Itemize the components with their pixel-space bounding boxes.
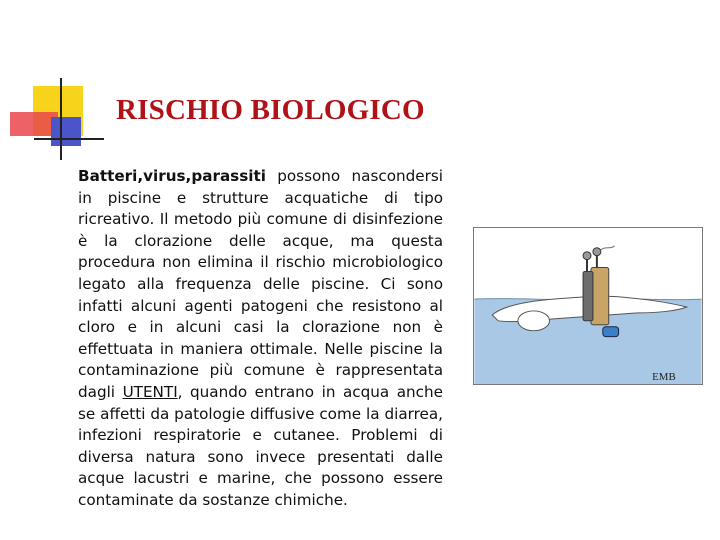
deco-blue-square [51, 117, 81, 146]
tank-gray [583, 271, 593, 320]
swimmer-illustration [473, 227, 703, 385]
utenti-underlined: UTENTI [122, 382, 178, 401]
valve-2 [593, 248, 601, 256]
valve-1 [583, 252, 591, 260]
signature-text: EMB [652, 371, 676, 384]
body-text-part-1: possono nascondersi in piscine e strutture acquatiche di tipo ricreativo. Il metodo più comune di disinfezione è la clorazione delle acque, ma questa procedura non elimina il rischio microbiologico legato alla frequenza delle piscine. Ci sono infatti alcuni agenti patogeni che resistono al cloro e in alcuni casi la clorazione non è effettuata in maniera ottimale. Nelle piscine la contaminazione più comune è rappresentata dagli [78, 167, 443, 401]
deco-horizontal-line [34, 138, 104, 140]
lead-bold-text: Batteri,virus,parassiti [78, 167, 266, 185]
vapor [601, 246, 615, 250]
bottle [603, 327, 619, 337]
body-paragraph [78, 166, 443, 512]
swimmer-drawing [474, 228, 702, 384]
tank-yellow [591, 267, 609, 324]
slide-title: RISCHIO BIOLOGICO [116, 94, 425, 126]
body-text-part-2: , quando entrano in acqua anche se affetti da patologie diffusive come la diarrea, infezioni respiratorie e cutanee. Problemi di diversa natura sono invece presentati dalle acque lacustri e marine, che possono essere contaminate da sostanze chimiche. [78, 382, 443, 509]
swimmer-head [518, 311, 550, 331]
deco-vertical-line [60, 78, 62, 160]
